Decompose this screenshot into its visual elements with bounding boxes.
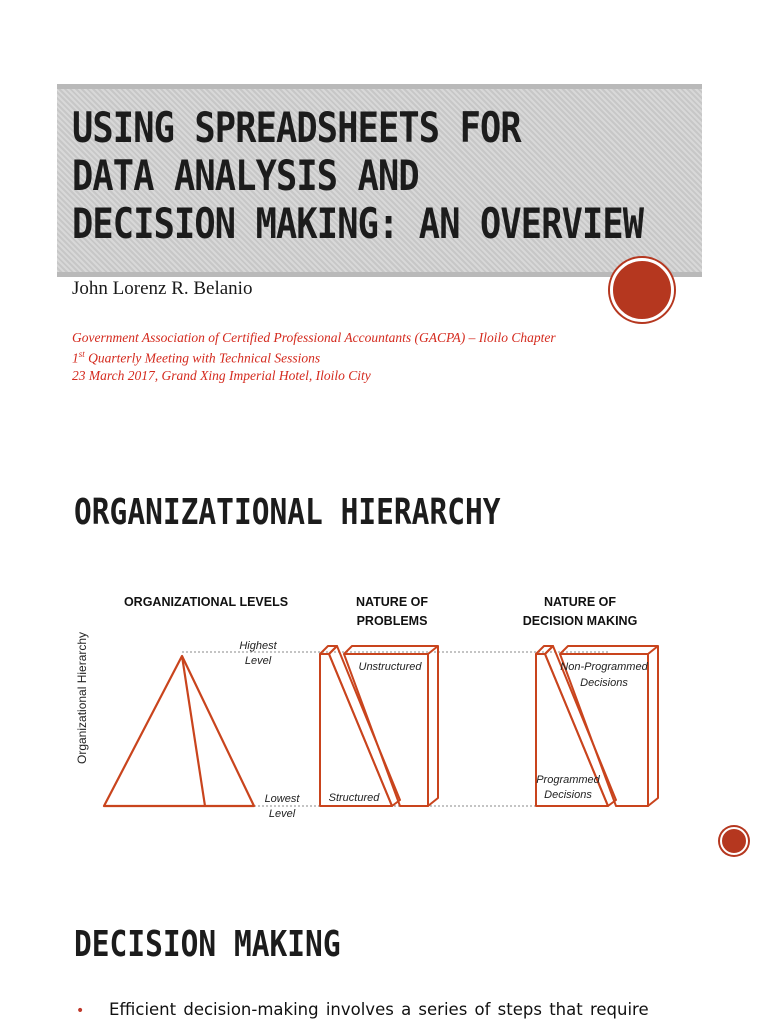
label-unstructured: Unstructured	[358, 661, 422, 673]
col-header-decision-2: DECISION MAKING	[522, 614, 638, 628]
bullet-item	[76, 1000, 698, 1019]
title-line-3: DECISION MAKING: AN OVERVIEW	[72, 199, 644, 248]
event-line-2-rest: Quarterly Meeting with Technical Sessions	[84, 350, 321, 366]
section-heading-hierarchy: ORGANIZATIONAL HIERARCHY	[74, 492, 501, 533]
label-nonprogrammed-1: Non-Programmed	[560, 661, 648, 673]
event-ordinal-number: 1	[72, 350, 79, 366]
bullet-dot-icon: •	[76, 1003, 85, 1019]
label-nonprogrammed-2: Decisions	[580, 677, 628, 689]
title-line-2: DATA ANALYSIS AND	[72, 151, 419, 200]
event-info	[72, 329, 672, 384]
author-name: John Lorenz R. Belanio	[72, 278, 253, 299]
label-highest-2: Level	[244, 655, 272, 667]
event-line-1: Government Association of Certified Professional Accountants (GACPA) – Iloilo Chapter	[72, 330, 556, 345]
y-axis-label: Organizational Hierarchy	[75, 631, 89, 764]
col-header-levels: ORGANIZATIONAL LEVELS	[123, 595, 289, 609]
hierarchy-diagram	[70, 590, 690, 830]
event-ordinal-suffix: st	[78, 349, 85, 359]
decorative-circle-large	[610, 258, 674, 322]
label-highest-1: Highest	[239, 640, 277, 652]
title-line-1: USING SPREADSHEETS FOR	[72, 103, 521, 152]
bullet-text: Efficient decision-making involves a series of steps that require	[109, 1000, 649, 1019]
decorative-circle-small	[720, 827, 748, 855]
label-lowest-1: Lowest	[264, 793, 300, 805]
event-line-3: 23 March 2017, Grand Xing Imperial Hotel, Iloilo City	[72, 367, 371, 383]
event-line-2	[72, 346, 672, 367]
label-programmed-1: Programmed	[536, 774, 600, 786]
label-structured: Structured	[328, 792, 380, 804]
col-header-problems-1: NATURE OF	[356, 595, 428, 609]
section-heading-decision-making: DECISION MAKING	[74, 924, 341, 965]
col-header-decision-1: NATURE OF	[544, 595, 616, 609]
label-programmed-2: Decisions	[544, 789, 592, 801]
pyramid-shape	[104, 656, 254, 806]
col-header-problems-2: PROBLEMS	[356, 614, 428, 628]
label-lowest-2: Level	[268, 808, 296, 820]
slide-title	[72, 103, 644, 248]
